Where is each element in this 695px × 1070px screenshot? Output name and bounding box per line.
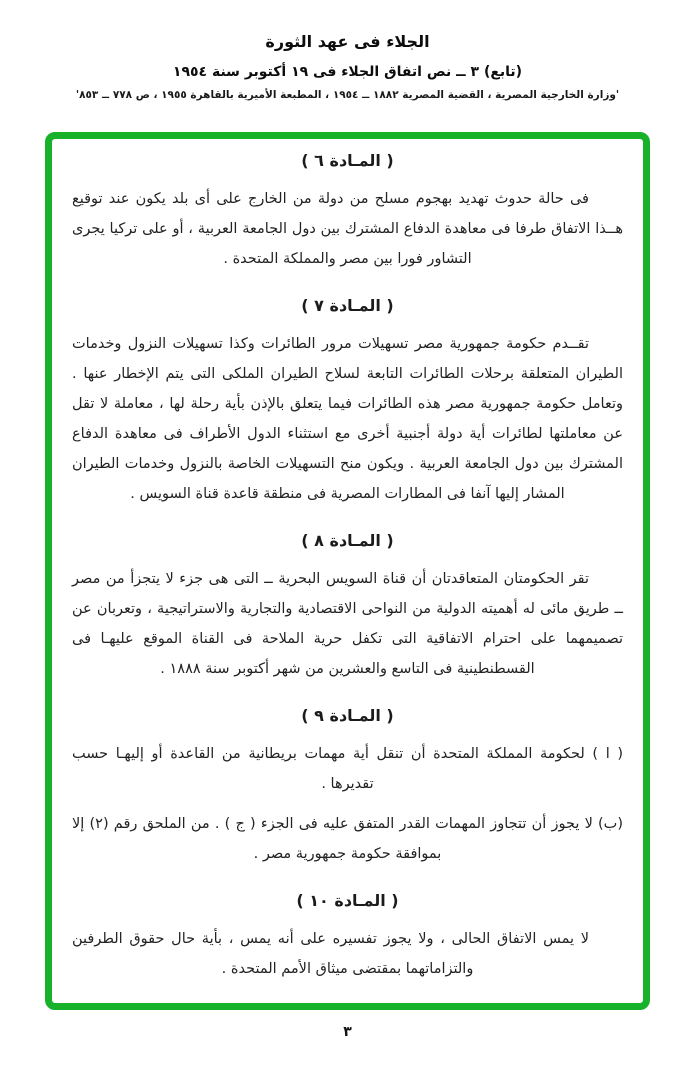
article-10 bbox=[72, 891, 623, 984]
article-6 bbox=[72, 151, 623, 274]
article-8-paragraph: تقر الحكومتان المتعاقدتان أن قناة السويس البحرية ــ التى هى جزء لا يتجزأ من مصر ــ طريق مائى له أهميته الدولية من النواحى الاقتصادية والتجارية والاستراتيجية ، وتعربان عن تصميمهما على احترام الاتفاقية التى تكفل حرية الملاحة فى القناة الموقع عليهـا فى القسطنطينية فى التاسع والعشرين من شهر أكتوبر سنة ١٨٨٨ . bbox=[72, 571, 623, 677]
article-9-clause-b: (ب) لا يجوز أن تتجاوز المهمات القدر المتفق عليه فى الجزء ( ج ) . من الملحق رقم (٢) إلا بموافقة حكومة جمهورية مصر . bbox=[72, 816, 623, 862]
document-title: الجلاء فى عهد الثورة bbox=[265, 32, 430, 51]
article-9-clause-a: ( ا ) لحكومة المملكة المتحدة أن تنقل أية مهمات بريطانية من القاعدة أو إليهـا حسب تقديرها . bbox=[72, 746, 623, 792]
article-6-heading: ( المـادة ٦ ) bbox=[301, 151, 394, 170]
document-source-citation: 'وزارة الخارجية المصرية ، القضية المصرية ١٨٨٢ ــ ١٩٥٤ ، المطبعة الأميرية بالقاهرة ١٩٥٥ ، ص ٧٧٨ ــ ٨٥٣' bbox=[75, 89, 620, 101]
article-10-heading: ( المـادة ١٠ ) bbox=[296, 891, 399, 910]
article-7 bbox=[72, 296, 623, 509]
page-number: ٣ bbox=[343, 1024, 352, 1040]
article-8-heading: ( المـادة ٨ ) bbox=[301, 531, 394, 550]
article-9-heading: ( المـادة ٩ ) bbox=[301, 706, 394, 725]
article-7-heading: ( المـادة ٧ ) bbox=[301, 296, 394, 315]
document-subtitle: (تابع) ٣ ــ نص اتفاق الجلاء فى ١٩ أكتوبر سنة ١٩٥٤ bbox=[172, 64, 523, 80]
green-highlight-border bbox=[45, 132, 650, 1010]
article-9 bbox=[72, 706, 623, 869]
article-8 bbox=[72, 531, 623, 684]
article-10-paragraph: لا يمس الاتفاق الحالى ، ولا يجوز تفسيره على أنه يمس ، بأية حال حقوق الطرفين والتزاماتهما بمقتضى ميثاق الأمم المتحدة . bbox=[72, 931, 589, 977]
article-7-paragraph: تقــدم حكومة جمهورية مصر تسهيلات مرور الطائرات وكذا تسهيلات النزول وخدمات الطيران المتعلقة برحلات الطائرات التابعة لسلاح الطيران الملكى التى يتم الإخطار عنها . وتعامل حكومة جمهورية مصر هذه الطائرات فيما يتعلق بالإذن بأية رحلة لها ، معاملة لا تقل عن معاملتها لطائرات أية دولة أجنبية أخرى مع استثناء الدول الأطراف فى معاهدة الدفاع المشترك بين دول الجامعة العربية . ويكون منح التسهيلات الخاصة بالنزول وخدمات الطيران المشار إليها آنفا فى المطارات المصرية فى منطقة قاعدة قناة السويس . bbox=[72, 336, 623, 502]
article-6-paragraph: فى حالة حدوث تهديد بهجوم مسلح من دولة من الخارج على أى بلد يكون عند توقيع هــذا الاتفاق طرفا فى معاهدة الدفاع المشترك بين دول الجامعة العربية ، أو على تركيا يجرى التشاور فورا بين مصر والمملكة المتحدة . bbox=[72, 191, 623, 267]
document-header bbox=[0, 0, 695, 101]
